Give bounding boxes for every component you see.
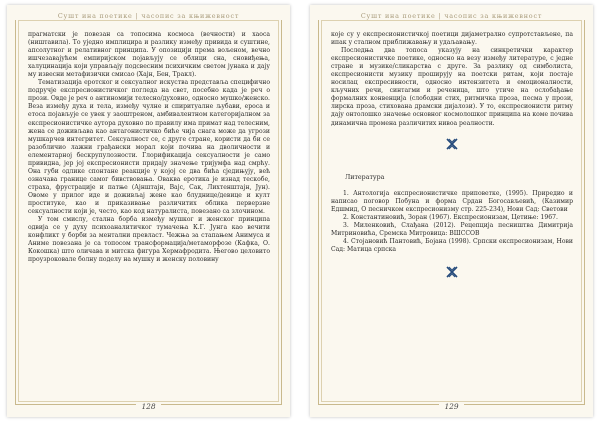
running-header: Сушт ина поетике | часопис за књижевност <box>7 12 290 20</box>
paragraph: Тематизација еротског и сексуалног искуства представља специфично подручје експресионистичког погледа на свет, посебно када је реч о прози. Овде је реч о антиномији телесно/духовно, односно мушко/женско. Веза између духа и тела, између чулне и спиритуалне љубави, ероса и етоса појављује се увек у заоштреном, амбивалентном категоријалном за експресионистичке аутора духовно по правилу има примат над телесним, жена се доживљава као антагонистичко биће чија снага може да угрози мушкарчев интегритет. Сексуалност се, с друге стране, користи да би се разобличио лажни грађански морал који почива на дволичности и елементарној бескрупулозности. Глорификација сексуалности је само привидна, јер јој експресионисти придају значење тријумфа над смрћу. Она губи одлике спонтане реакције у којој се два бића сједињују, већ означава границе самог бивствовања. Оваква еротика је изнад тескобе, страха, фрустрације и патње (Ајнштајн, Вајс, Сак, Лихтенштајн, Јун). Овоме у прилог иде и доживљај жене као блуднице/девице и култ проституке, као и приказивање различитих облика перверзне сексуалности који је, често, као код натуралиста, повезано са злочином. <box>28 79 270 216</box>
reference-item: 2. Константиновић, Зоран (1967). Експресионизам, Цетиње: 1967. <box>343 213 558 221</box>
reference-item: 3. Миленковић, Слађана (2012). Рецепција песништва Димитрија Митриновића, Сремска Митровица: ВШССОВ <box>331 221 573 237</box>
ornament-icon <box>445 266 459 278</box>
ornament-icon <box>445 138 459 150</box>
paragraph: прагматски је повезан са топосима космоса (вечности) и хаоса (ништавила). То уједно имплицира и разлику између привида и суштине, апсолутног и релативног принципа. У опозицији према вољеном, вечно ишчезавајућем емпиријском појављују се облици сна, сновиђења, халуцинација који управљају подсвесним психичким светом јунака и дају му извесни метафизички смисао (Хајн, Бен, Тракл). <box>28 31 270 79</box>
reference-item: 1. Антологија експресионистичке приповетке, (1995). Приредио и написао поговор Побуна и форма Срдан Богосављевић, (Казимир Едшмид, О песничком експресионизму стр. 225-234), Нови Сад: Светови <box>331 189 573 213</box>
running-header: Сушт ина поетике | часопис за књижевност <box>310 12 593 20</box>
page-number: 129 <box>310 402 593 411</box>
paragraph: Последња два топоса указују на синкретички карактер експресионистичке поетике, односно на везу између литературе, с једне стране и музике/сликарства с друге. За разлику од симболиста, експресионисти музику проширују на поетски ритам, који постаје носилац експресивности, односно интензитета и емоционалности, кључних речи, синтагми и реченица, што утиче на ослобађање формалних конвенција (слободни стих, ритмичка проза, песма у прози, лирска проза, стихована драмски дијалози). У то, експресионисти ритму дају онтолошко значење основног космолошког принципа на коме почива динамична промена различитих нивоа реалности. <box>331 47 573 127</box>
reference-item: 4. Стојановић Пантовић, Бојана (1998). Српски експресионизам, Нови Сад: Матица српска <box>331 237 573 253</box>
left-page-text <box>28 31 270 264</box>
right-page <box>310 5 593 417</box>
left-page <box>7 5 290 417</box>
paragraph: У том смислу, сталнa борба између мушког и женског принципа одвија се у духу психоаналитичког тумачења К.Г. Јунга као вечити конфликт у борби за ментални превласт. Чежња за стапањем Анимуса и Аниме повезана је са топосом трансформација/метаморфозе (Кафка, О. Кокошка) што оличава и митска фигура Хермафродита. Његово целовито проузроковале болну поделу на мушку и женску половину <box>28 216 270 264</box>
page-number: 128 <box>7 402 290 411</box>
literature-title: Литература <box>345 173 385 181</box>
paragraph: које су у експресионистичкој поетици дијаметрално супротстављене, па ипак у сталном приближавању и удаљавању. <box>331 31 573 47</box>
right-page-text <box>331 31 573 278</box>
